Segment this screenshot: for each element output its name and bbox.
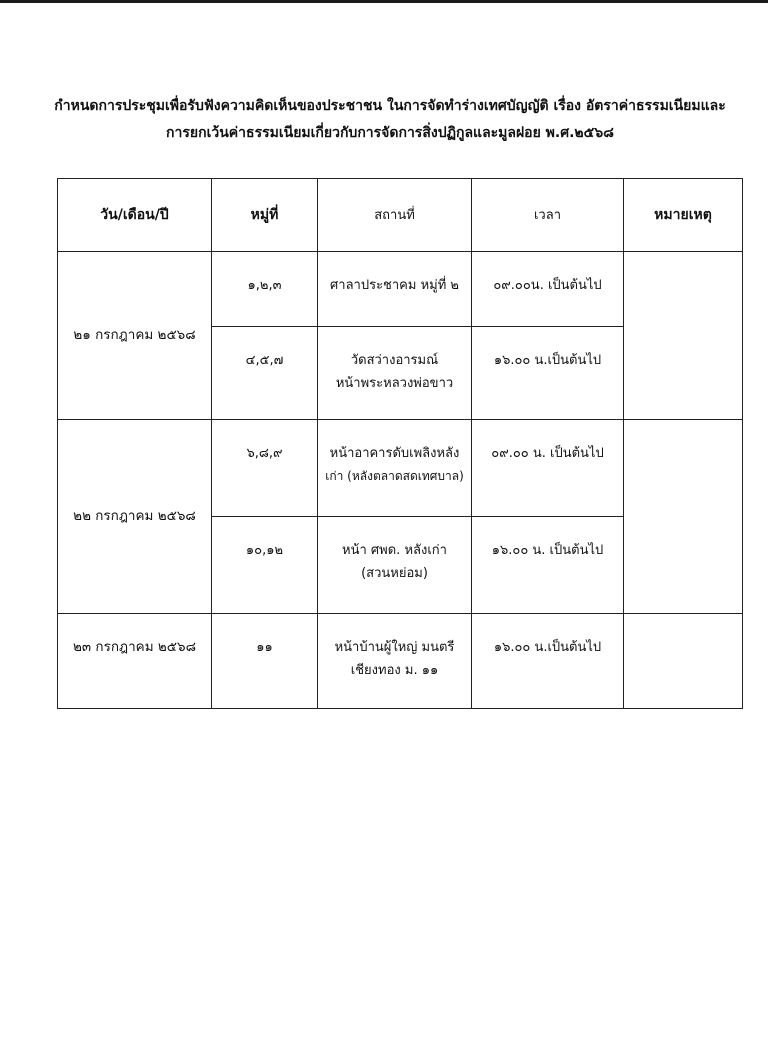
location-line: หน้าอาคารดับเพลิงหลัง: [329, 446, 460, 461]
location-line: หน้าบ้านผู้ใหญ่ มนตรี: [334, 640, 455, 655]
header-remark: หมายเหตุ: [624, 179, 743, 252]
village-cell: ๑๑: [212, 614, 318, 709]
header-date: วัน/เดือน/ปี: [58, 179, 212, 252]
title-line-2: การยกเว้นค่าธรรมเนียมเกี่ยวกับการจัดการสิ่งปฏิกูลและมูลฝอย พ.ศ.๒๕๖๘: [166, 125, 614, 141]
village-cell: ๖,๘,๙: [212, 420, 318, 517]
village-cell: ๑,๒,๓: [212, 252, 318, 327]
time-cell: ๑๖.๐๐ น.เป็นต้นไป: [472, 327, 624, 420]
location-cell: [318, 252, 472, 327]
time-cell: ๑๖.๐๐ น. เป็นต้นไป: [472, 517, 624, 614]
village-cell: ๑๐,๑๒: [212, 517, 318, 614]
table-row: [58, 252, 743, 327]
location-cell: [318, 614, 472, 709]
date-cell: ๒๒ กรกฎาคม ๒๕๖๘: [58, 420, 212, 614]
remark-cell: [624, 420, 743, 614]
location-cell: [318, 420, 472, 517]
table-row: [58, 420, 743, 517]
village-cell: ๔,๕,๗: [212, 327, 318, 420]
remark-cell: [624, 252, 743, 420]
location-line: วัดสว่างอารมณ์: [350, 353, 439, 368]
location-line: เก่า (หลังตลาดสดเทศบาล): [325, 469, 464, 483]
location-line: หน้า ศพด. หลังเก่า: [342, 543, 447, 558]
header-location: สถานที่: [318, 179, 472, 252]
time-cell: ๑๖.๐๐ น.เป็นต้นไป: [472, 614, 624, 709]
remark-cell: [624, 614, 743, 709]
location-cell: [318, 327, 472, 420]
scan-edge: [0, 0, 768, 3]
location-line: ศาลาประชาคม หมู่ที่ ๒: [330, 278, 459, 293]
location-line: เชียงทอง ม. ๑๑: [350, 663, 439, 678]
time-cell: ๐๙.๐๐น. เป็นต้นไป: [472, 252, 624, 327]
page-title: [40, 93, 740, 147]
date-cell: ๒๓ กรกฎาคม ๒๕๖๘: [58, 614, 212, 709]
header-village: หมู่ที่: [212, 179, 318, 252]
meeting-schedule-table: [57, 178, 743, 709]
header-time: เวลา: [472, 179, 624, 252]
date-cell: ๒๑ กรกฎาคม ๒๕๖๘: [58, 252, 212, 420]
title-line-1: กำหนดการประชุมเพื่อรับฟังความคิดเห็นของประชาชน ในการจัดทำร่างเทศบัญญัติ เรื่อง อัตราค่าธรรมเนียมและ: [54, 98, 726, 114]
location-cell: [318, 517, 472, 614]
time-cell: ๐๙.๐๐ น. เป็นต้นไป: [472, 420, 624, 517]
header-row: [58, 179, 743, 252]
location-line: (สวนหย่อม): [361, 566, 428, 581]
location-line: หน้าพระหลวงพ่อขาว: [335, 376, 454, 391]
table-row: [58, 614, 743, 709]
